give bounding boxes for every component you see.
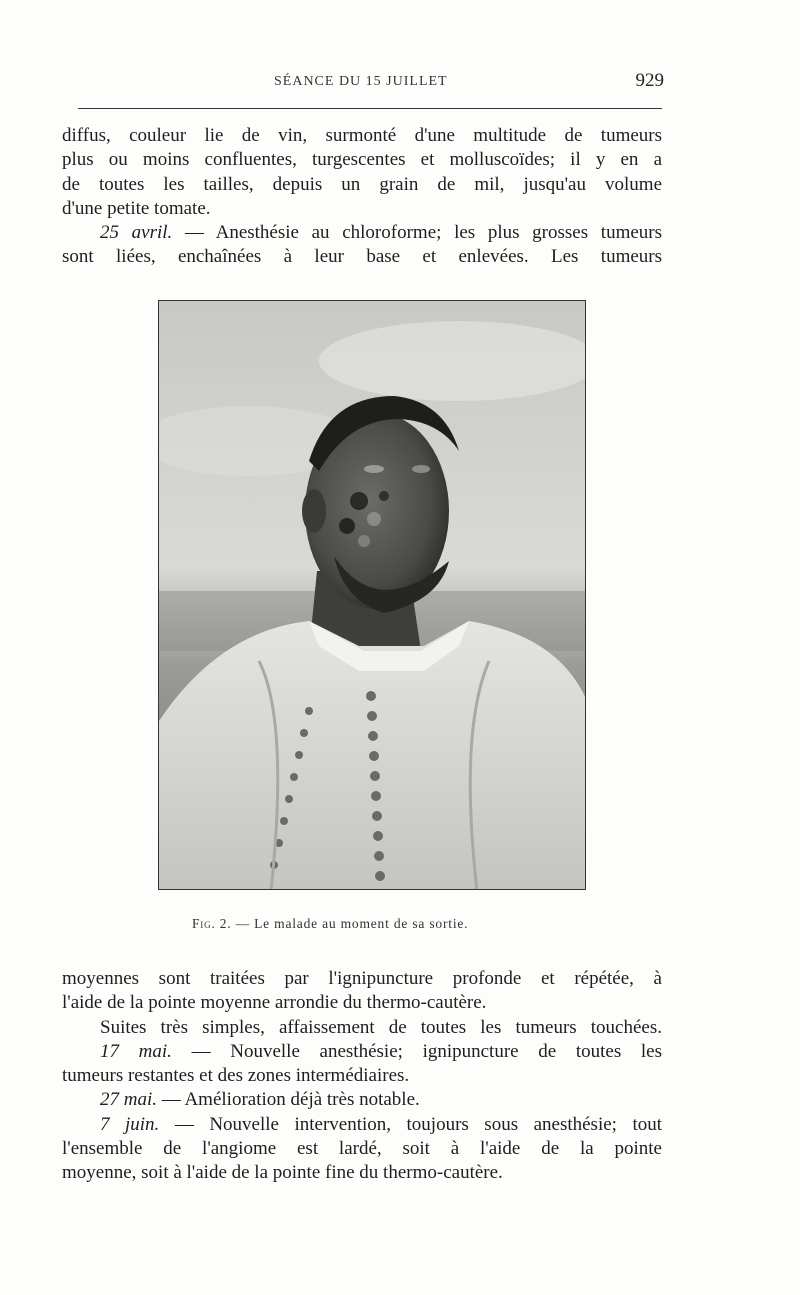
text-line: l'ensemble de l'angiome est lardé, soit à l'aide de la pointe [62, 1138, 662, 1160]
text-fragment: — Nouvelle intervention, toujours sous anesthésie; tout [159, 1113, 662, 1135]
text-fragment: — Anesthésie au chloroforme; les plus grosses tumeurs [172, 222, 663, 244]
text-line: de toutes les tailles, depuis un grain de mil, jusqu'au volume [62, 173, 662, 195]
header-rule [78, 108, 662, 109]
text-line: diffus, couleur lie de vin, surmonté d'une multitude de tumeurs [62, 125, 662, 146]
text-line: moyenne, soit à l'aide de la pointe fine du thermo-cautère. [62, 1162, 503, 1184]
caption-text: — Le malade au moment de sa sortie. [231, 916, 469, 931]
date-april-25: 25 avril. [100, 222, 173, 244]
patient-photograph [158, 300, 586, 890]
text-fragment: — Nouvelle anesthésie; ignipuncture de toutes les [171, 1040, 662, 1062]
text-line: sont liées, enchaînées à leur base et enlevées. Les tumeurs [62, 246, 662, 268]
date-may-17: 17 mai. [100, 1040, 172, 1062]
photo-illustration [159, 301, 586, 890]
page-number: 929 [635, 70, 664, 91]
text-line [62, 1040, 662, 1064]
text-block-top [62, 124, 662, 270]
text-line: d'une petite tomate. [62, 197, 211, 219]
text-line [62, 1113, 662, 1137]
text-line [62, 221, 662, 245]
text-line [62, 1088, 662, 1112]
text-line: tumeurs restantes et des zones intermédiaires. [62, 1065, 410, 1087]
text-line: l'aide de la pointe moyenne arrondie du thermo-cautère. [62, 992, 487, 1014]
date-may-27: 27 mai. [100, 1089, 157, 1111]
text-line: Suites très simples, affaissement de toutes les tumeurs touchées. [100, 1016, 662, 1038]
page-header [274, 70, 664, 94]
text-block-bottom [62, 967, 662, 1186]
text-fragment: — Amélioration déjà très notable. [157, 1089, 420, 1111]
text-line: plus ou moins confluentes, turgescentes et molluscoïdes; il y en a [62, 149, 662, 171]
date-june-7: 7 juin. [100, 1113, 160, 1135]
figure-caption [192, 916, 592, 932]
text-line: moyennes sont traitées par l'ignipuncture profonde et répétée, à [62, 968, 662, 989]
figure-label: Fig. 2. [192, 916, 232, 931]
running-head: SÉANCE DU 15 JUILLET [274, 74, 448, 89]
